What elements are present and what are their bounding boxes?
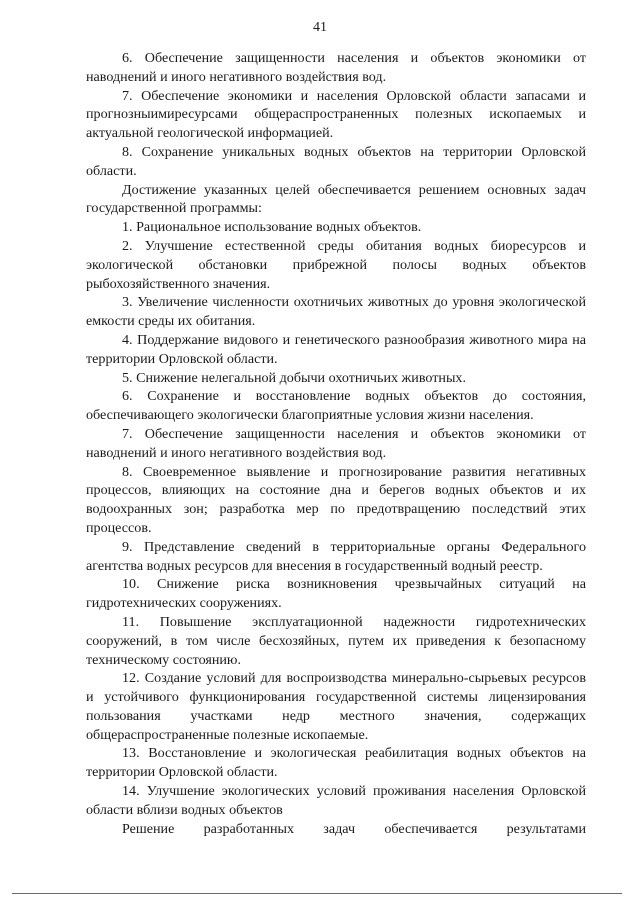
- paragraph-task-12: 12. Создание условий для воспроизводства минерально-сырьевых ресурсов и устойчивого функционирования государственной системы лицензирования пользования участками недр местного значения, содержащих общераспространенные полезные ископаемые.: [86, 670, 586, 743]
- paragraph-task-11: 11. Повышение эксплуатационной надежности гидротехнических сооружений, в том числе бесхозяйных, путем их приведения к безопасному техническому состоянию.: [86, 613, 586, 668]
- paragraph-solution: Решение разработанных задач обеспечивается результатами: [122, 820, 586, 837]
- paragraph-task-4: 4. Поддержание видового и генетического разнообразия животного мира на территории Орловской области.: [86, 331, 586, 367]
- paragraph-task-1: 1. Рациональное использование водных объектов.: [122, 219, 422, 236]
- paragraph-goal-7: 7. Обеспечение экономики и населения Орловской области запасами и прогнозныимиресурсами общераспространенных полезных ископаемых и актуальной геологической информацией.: [86, 87, 586, 142]
- paragraph-task-9: 9. Представление сведений в территориальные органы Федерального агентства водных ресурсов для внесения в государственный водный реестр.: [86, 538, 586, 574]
- paragraph-task-6: 6. Сохранение и восстановление водных объектов до состояния, обеспечивающего экологически благоприятные условия жизни населения.: [86, 388, 586, 424]
- page-number: 41: [313, 20, 327, 35]
- paragraph-task-14: 14. Улучшение экологических условий проживания населения Орловской области вблизи водных объектов: [86, 783, 586, 818]
- paragraph-task-8: 8. Своевременное выявление и прогнозирование развития негативных процессов, влияющих на состояние дна и берегов водных объектов и их водоохранных зон; разработка мер по предотвращению последствий этих процессов.: [86, 463, 586, 536]
- paragraph-goal-8: 8. Сохранение уникальных водных объектов на территории Орловской области.: [86, 143, 586, 179]
- paragraph-tasks-intro: Достижение указанных целей обеспечивается решением основных задач государственной программы:: [86, 181, 586, 217]
- paragraph-goal-6: 6. Обеспечение защищенности населения и объектов экономики от наводнений и иного негативного воздействия вод.: [86, 50, 586, 85]
- page-bottom-divider: [12, 893, 622, 894]
- document-body: [86, 49, 586, 838]
- paragraph-task-5: 5. Снижение нелегальной добычи охотничьих животных.: [122, 369, 467, 386]
- paragraph-task-3: 3. Увеличение численности охотничьих животных до уровня экологической емкости среды их обитания.: [86, 294, 586, 330]
- paragraph-task-2: 2. Улучшение естественной среды обитания водных биоресурсов и экологической обстановки прибрежной полосы водных объектов рыбохозяйственного значения.: [86, 237, 586, 292]
- paragraph-task-13: 13. Восстановление и экологическая реабилитация водных объектов на территории Орловской области.: [86, 745, 586, 781]
- paragraph-task-7: 7. Обеспечение защищенности населения и объектов экономики от наводнений и иного негативного воздействия вод.: [86, 425, 586, 461]
- paragraph-task-10: 10. Снижение риска возникновения чрезвычайных ситуаций на гидротехнических сооружениях.: [86, 576, 586, 612]
